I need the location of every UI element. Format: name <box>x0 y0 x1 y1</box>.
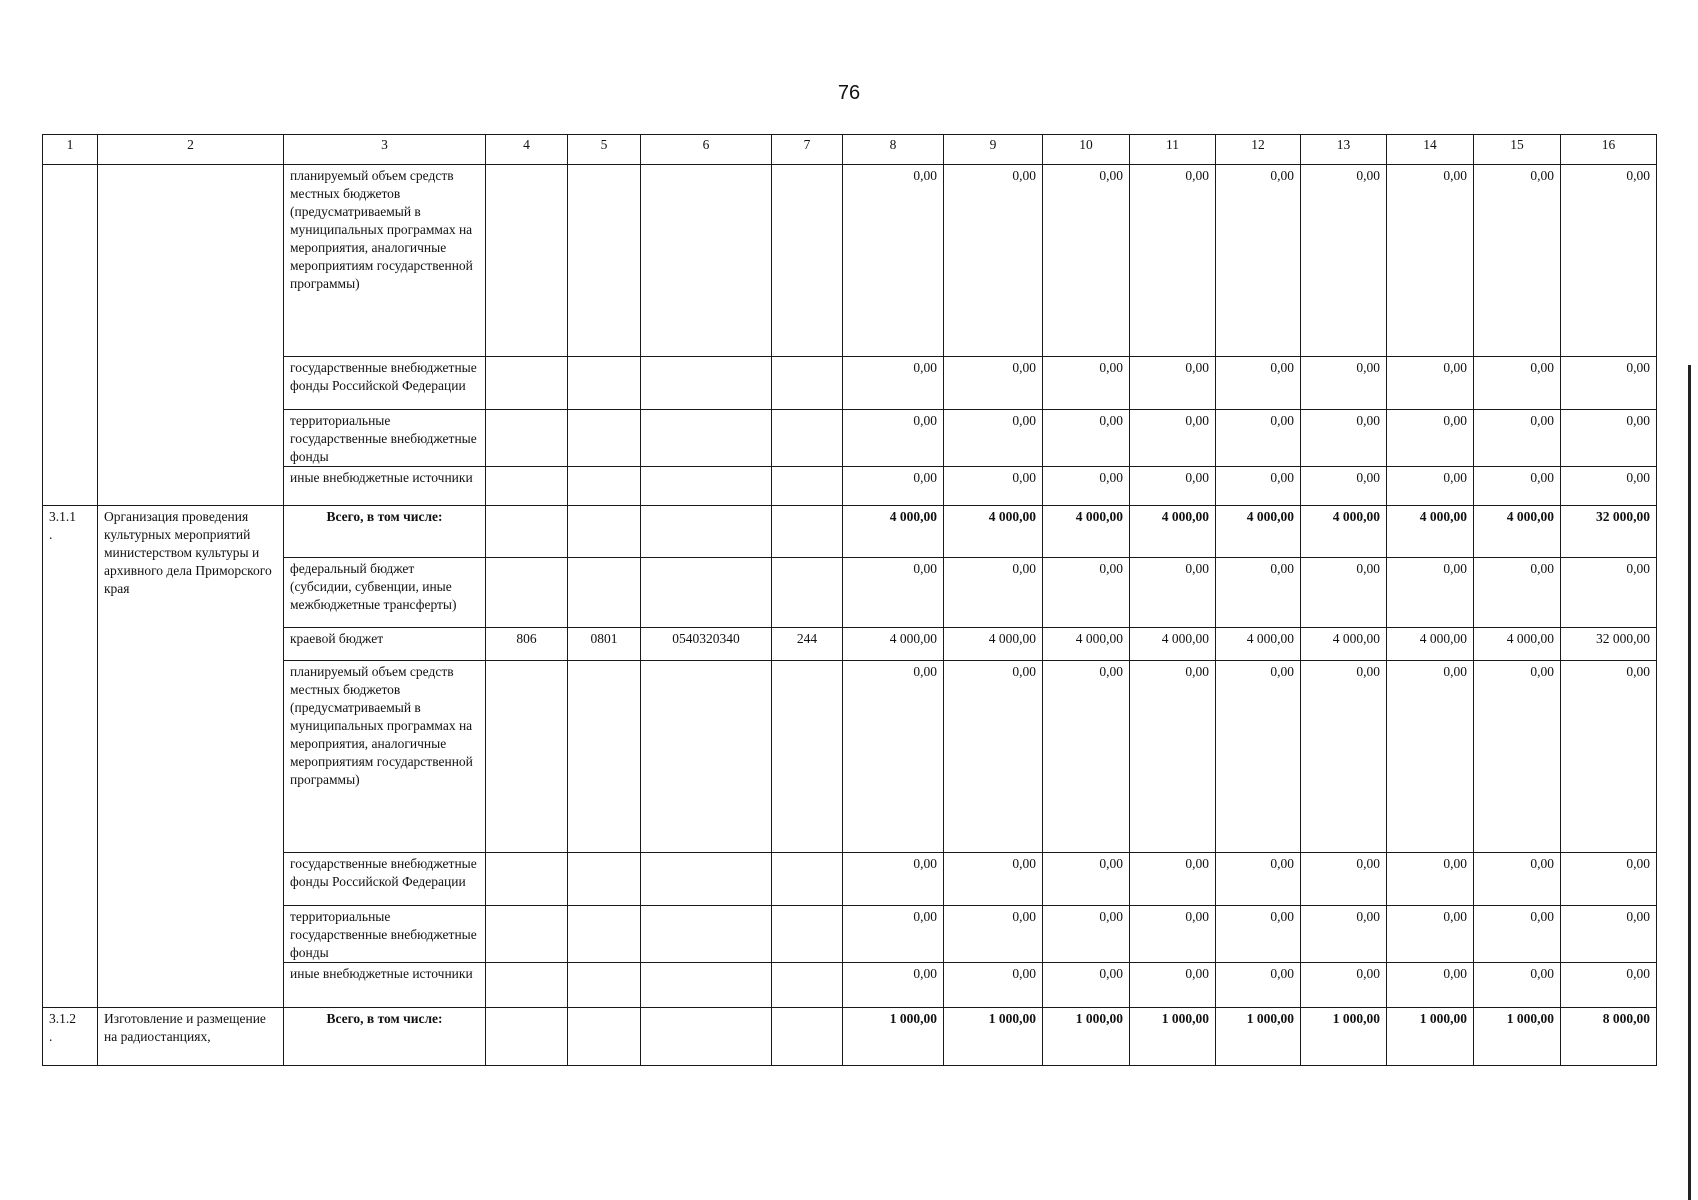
value-cell: 0,00 <box>1474 661 1561 853</box>
column-header-12: 12 <box>1216 135 1301 165</box>
table-row <box>43 628 1657 661</box>
value-cell: 0,00 <box>1387 410 1474 467</box>
code-cell-c4 <box>486 410 568 467</box>
code-cell-c4 <box>486 1008 568 1066</box>
value-cell: 0,00 <box>1474 410 1561 467</box>
value-cell: 0,00 <box>1043 963 1130 1008</box>
column-header-1: 1 <box>43 135 98 165</box>
code-cell-c6 <box>641 963 772 1008</box>
value-cell: 0,00 <box>1474 963 1561 1008</box>
value-cell: 0,00 <box>1130 558 1216 628</box>
total-label: Всего, в том числе: <box>284 1008 486 1066</box>
value-cell: 1 000,00 <box>944 1008 1043 1066</box>
value-cell: 0,00 <box>1043 853 1130 906</box>
value-cell: 4 000,00 <box>1387 506 1474 558</box>
value-cell: 0,00 <box>843 410 944 467</box>
value-cell: 32 000,00 <box>1561 506 1657 558</box>
value-cell: 0,00 <box>1387 165 1474 357</box>
source-label: иные внебюджетные источники <box>284 467 486 506</box>
code-cell-c4: 806 <box>486 628 568 661</box>
code-cell-c6 <box>641 410 772 467</box>
table-row <box>43 165 1657 357</box>
table-row <box>43 906 1657 963</box>
value-cell: 0,00 <box>1387 853 1474 906</box>
value-cell: 0,00 <box>1043 165 1130 357</box>
item-number: 3.1.1 <box>49 509 76 524</box>
code-cell-c6 <box>641 165 772 357</box>
table-row <box>43 467 1657 506</box>
value-cell: 4 000,00 <box>1387 628 1474 661</box>
code-cell-c7 <box>772 467 843 506</box>
column-header-10: 10 <box>1043 135 1130 165</box>
value-cell: 0,00 <box>1474 853 1561 906</box>
value-cell: 0,00 <box>944 558 1043 628</box>
value-cell: 0,00 <box>1561 357 1657 410</box>
value-cell: 0,00 <box>944 410 1043 467</box>
source-label: краевой бюджет <box>284 628 486 661</box>
value-cell: 0,00 <box>1130 853 1216 906</box>
value-cell: 0,00 <box>1130 906 1216 963</box>
value-cell: 0,00 <box>1301 963 1387 1008</box>
table-body <box>43 165 1657 1066</box>
item-number-cell <box>43 1008 98 1066</box>
code-cell-c7 <box>772 165 843 357</box>
value-cell: 0,00 <box>1561 906 1657 963</box>
value-cell: 0,00 <box>843 467 944 506</box>
value-cell: 0,00 <box>1561 661 1657 853</box>
value-cell: 0,00 <box>1387 357 1474 410</box>
value-cell: 4 000,00 <box>1130 506 1216 558</box>
value-cell: 0,00 <box>1216 906 1301 963</box>
value-cell: 0,00 <box>843 357 944 410</box>
column-header-14: 14 <box>1387 135 1474 165</box>
value-cell: 0,00 <box>944 467 1043 506</box>
value-cell: 4 000,00 <box>843 506 944 558</box>
value-cell: 0,00 <box>1387 661 1474 853</box>
code-cell-c6 <box>641 506 772 558</box>
value-cell: 0,00 <box>1043 467 1130 506</box>
code-cell-c4 <box>486 165 568 357</box>
value-cell: 0,00 <box>843 906 944 963</box>
value-cell: 0,00 <box>1043 661 1130 853</box>
budget-table <box>42 134 1657 1066</box>
table-row <box>43 661 1657 853</box>
value-cell: 0,00 <box>1301 357 1387 410</box>
value-cell: 1 000,00 <box>843 1008 944 1066</box>
code-cell-c5 <box>568 165 641 357</box>
value-cell: 0,00 <box>1387 558 1474 628</box>
value-cell: 0,00 <box>1216 661 1301 853</box>
column-header-3: 3 <box>284 135 486 165</box>
value-cell: 4 000,00 <box>1474 628 1561 661</box>
value-cell: 0,00 <box>1561 558 1657 628</box>
code-cell-c5: 0801 <box>568 628 641 661</box>
value-cell: 4 000,00 <box>1301 628 1387 661</box>
code-cell-c4 <box>486 467 568 506</box>
item-number: 3.1.2 <box>49 1011 76 1026</box>
table-row <box>43 506 1657 558</box>
code-cell-c6 <box>641 906 772 963</box>
value-cell: 0,00 <box>1130 410 1216 467</box>
value-cell: 0,00 <box>843 165 944 357</box>
value-cell: 0,00 <box>1130 165 1216 357</box>
value-cell: 0,00 <box>1301 165 1387 357</box>
value-cell: 0,00 <box>944 963 1043 1008</box>
value-cell: 0,00 <box>1561 853 1657 906</box>
column-header-8: 8 <box>843 135 944 165</box>
code-cell-c7 <box>772 661 843 853</box>
source-label: иные внебюджетные источники <box>284 963 486 1008</box>
item-title: Изготовление и размещение на радиостанциях, <box>98 1008 284 1066</box>
code-cell-c5 <box>568 661 641 853</box>
code-cell-c4 <box>486 506 568 558</box>
value-cell: 0,00 <box>1301 906 1387 963</box>
code-cell-c6 <box>641 661 772 853</box>
value-cell: 0,00 <box>1130 963 1216 1008</box>
value-cell: 0,00 <box>1043 906 1130 963</box>
value-cell: 4 000,00 <box>944 506 1043 558</box>
code-cell-c7 <box>772 963 843 1008</box>
code-cell-c5 <box>568 357 641 410</box>
value-cell: 0,00 <box>1561 467 1657 506</box>
title-cell <box>98 165 284 506</box>
source-label: планируемый объем средств местных бюджетов (предусматриваемый в муниципальных программах на мероприятия, аналогичные мероприятиям государственной программы) <box>284 165 486 357</box>
value-cell: 0,00 <box>1561 165 1657 357</box>
value-cell: 1 000,00 <box>1043 1008 1130 1066</box>
value-cell: 0,00 <box>1301 853 1387 906</box>
value-cell: 1 000,00 <box>1301 1008 1387 1066</box>
table-row <box>43 853 1657 906</box>
value-cell: 0,00 <box>843 558 944 628</box>
code-cell-c5 <box>568 467 641 506</box>
column-header-7: 7 <box>772 135 843 165</box>
code-cell-c7 <box>772 506 843 558</box>
source-label: территориальные государственные внебюджетные фонды <box>284 410 486 467</box>
value-cell: 0,00 <box>1216 558 1301 628</box>
scan-edge-line <box>1688 365 1691 1200</box>
value-cell: 0,00 <box>1130 661 1216 853</box>
value-cell: 4 000,00 <box>1130 628 1216 661</box>
column-header-11: 11 <box>1130 135 1216 165</box>
code-cell-c7 <box>772 853 843 906</box>
code-cell-c5 <box>568 963 641 1008</box>
value-cell: 8 000,00 <box>1561 1008 1657 1066</box>
code-cell-c5 <box>568 906 641 963</box>
value-cell: 4 000,00 <box>843 628 944 661</box>
code-cell-c4 <box>486 906 568 963</box>
value-cell: 1 000,00 <box>1387 1008 1474 1066</box>
value-cell: 0,00 <box>843 963 944 1008</box>
value-cell: 0,00 <box>1474 357 1561 410</box>
value-cell: 0,00 <box>1216 853 1301 906</box>
value-cell: 0,00 <box>1216 165 1301 357</box>
header-row <box>43 135 1657 165</box>
column-header-9: 9 <box>944 135 1043 165</box>
value-cell: 0,00 <box>1561 410 1657 467</box>
column-header-5: 5 <box>568 135 641 165</box>
value-cell: 4 000,00 <box>1474 506 1561 558</box>
table-row <box>43 558 1657 628</box>
value-cell: 0,00 <box>1216 963 1301 1008</box>
value-cell: 0,00 <box>1301 661 1387 853</box>
code-cell-c5 <box>568 853 641 906</box>
value-cell: 0,00 <box>944 165 1043 357</box>
value-cell: 4 000,00 <box>1301 506 1387 558</box>
code-cell-c7: 244 <box>772 628 843 661</box>
code-cell-c4 <box>486 853 568 906</box>
number-cell <box>43 165 98 506</box>
item-title: Организация проведения культурных мероприятий министерством культуры и архивного дела Приморского края <box>98 506 284 1008</box>
code-cell-c5 <box>568 558 641 628</box>
code-cell-c7 <box>772 410 843 467</box>
value-cell: 0,00 <box>1474 558 1561 628</box>
value-cell: 0,00 <box>1561 963 1657 1008</box>
value-cell: 0,00 <box>1216 410 1301 467</box>
value-cell: 32 000,00 <box>1561 628 1657 661</box>
value-cell: 4 000,00 <box>1216 506 1301 558</box>
value-cell: 0,00 <box>1216 357 1301 410</box>
value-cell: 1 000,00 <box>1474 1008 1561 1066</box>
value-cell: 0,00 <box>1387 906 1474 963</box>
value-cell: 0,00 <box>1474 165 1561 357</box>
code-cell-c6 <box>641 558 772 628</box>
value-cell: 0,00 <box>944 357 1043 410</box>
column-header-2: 2 <box>98 135 284 165</box>
code-cell-c6 <box>641 1008 772 1066</box>
code-cell-c7 <box>772 558 843 628</box>
code-cell-c7 <box>772 906 843 963</box>
code-cell-c4 <box>486 558 568 628</box>
value-cell: 4 000,00 <box>1043 506 1130 558</box>
value-cell: 0,00 <box>1130 357 1216 410</box>
value-cell: 0,00 <box>1043 357 1130 410</box>
column-header-16: 16 <box>1561 135 1657 165</box>
value-cell: 0,00 <box>1216 467 1301 506</box>
column-header-4: 4 <box>486 135 568 165</box>
value-cell: 0,00 <box>843 661 944 853</box>
code-cell-c7 <box>772 357 843 410</box>
code-cell-c4 <box>486 357 568 410</box>
value-cell: 1 000,00 <box>1216 1008 1301 1066</box>
value-cell: 0,00 <box>1043 410 1130 467</box>
code-cell-c5 <box>568 410 641 467</box>
item-number-dot: . <box>49 1029 53 1044</box>
code-cell-c6 <box>641 467 772 506</box>
column-header-6: 6 <box>641 135 772 165</box>
value-cell: 0,00 <box>1474 906 1561 963</box>
value-cell: 0,00 <box>1387 467 1474 506</box>
value-cell: 0,00 <box>1301 410 1387 467</box>
table-row <box>43 410 1657 467</box>
table-row <box>43 1008 1657 1066</box>
value-cell: 0,00 <box>944 906 1043 963</box>
value-cell: 0,00 <box>1387 963 1474 1008</box>
table-row <box>43 357 1657 410</box>
value-cell: 0,00 <box>1474 467 1561 506</box>
item-number-cell <box>43 506 98 1008</box>
total-label: Всего, в том числе: <box>284 506 486 558</box>
code-cell-c4 <box>486 661 568 853</box>
source-label: государственные внебюджетные фонды Российской Федерации <box>284 853 486 906</box>
value-cell: 4 000,00 <box>1043 628 1130 661</box>
code-cell-c6 <box>641 853 772 906</box>
value-cell: 0,00 <box>944 853 1043 906</box>
source-label: государственные внебюджетные фонды Российской Федерации <box>284 357 486 410</box>
value-cell: 4 000,00 <box>944 628 1043 661</box>
value-cell: 1 000,00 <box>1130 1008 1216 1066</box>
code-cell-c5 <box>568 506 641 558</box>
value-cell: 0,00 <box>1301 467 1387 506</box>
value-cell: 0,00 <box>944 661 1043 853</box>
value-cell: 0,00 <box>1301 558 1387 628</box>
code-cell-c5 <box>568 1008 641 1066</box>
column-header-15: 15 <box>1474 135 1561 165</box>
source-label: планируемый объем средств местных бюджетов (предусматриваемый в муниципальных программах на мероприятия, аналогичные мероприятиям государственной программы) <box>284 661 486 853</box>
code-cell-c6 <box>641 357 772 410</box>
item-number-dot: . <box>49 527 53 542</box>
page-number: 76 <box>837 82 861 104</box>
code-cell-c4 <box>486 963 568 1008</box>
table-row <box>43 963 1657 1008</box>
value-cell: 0,00 <box>1043 558 1130 628</box>
value-cell: 4 000,00 <box>1216 628 1301 661</box>
code-cell-c7 <box>772 1008 843 1066</box>
code-cell-c6: 0540320340 <box>641 628 772 661</box>
source-label: федеральный бюджет (субсидии, субвенции, иные межбюджетные трансферты) <box>284 558 486 628</box>
value-cell: 0,00 <box>843 853 944 906</box>
column-header-13: 13 <box>1301 135 1387 165</box>
value-cell: 0,00 <box>1130 467 1216 506</box>
source-label: территориальные государственные внебюджетные фонды <box>284 906 486 963</box>
